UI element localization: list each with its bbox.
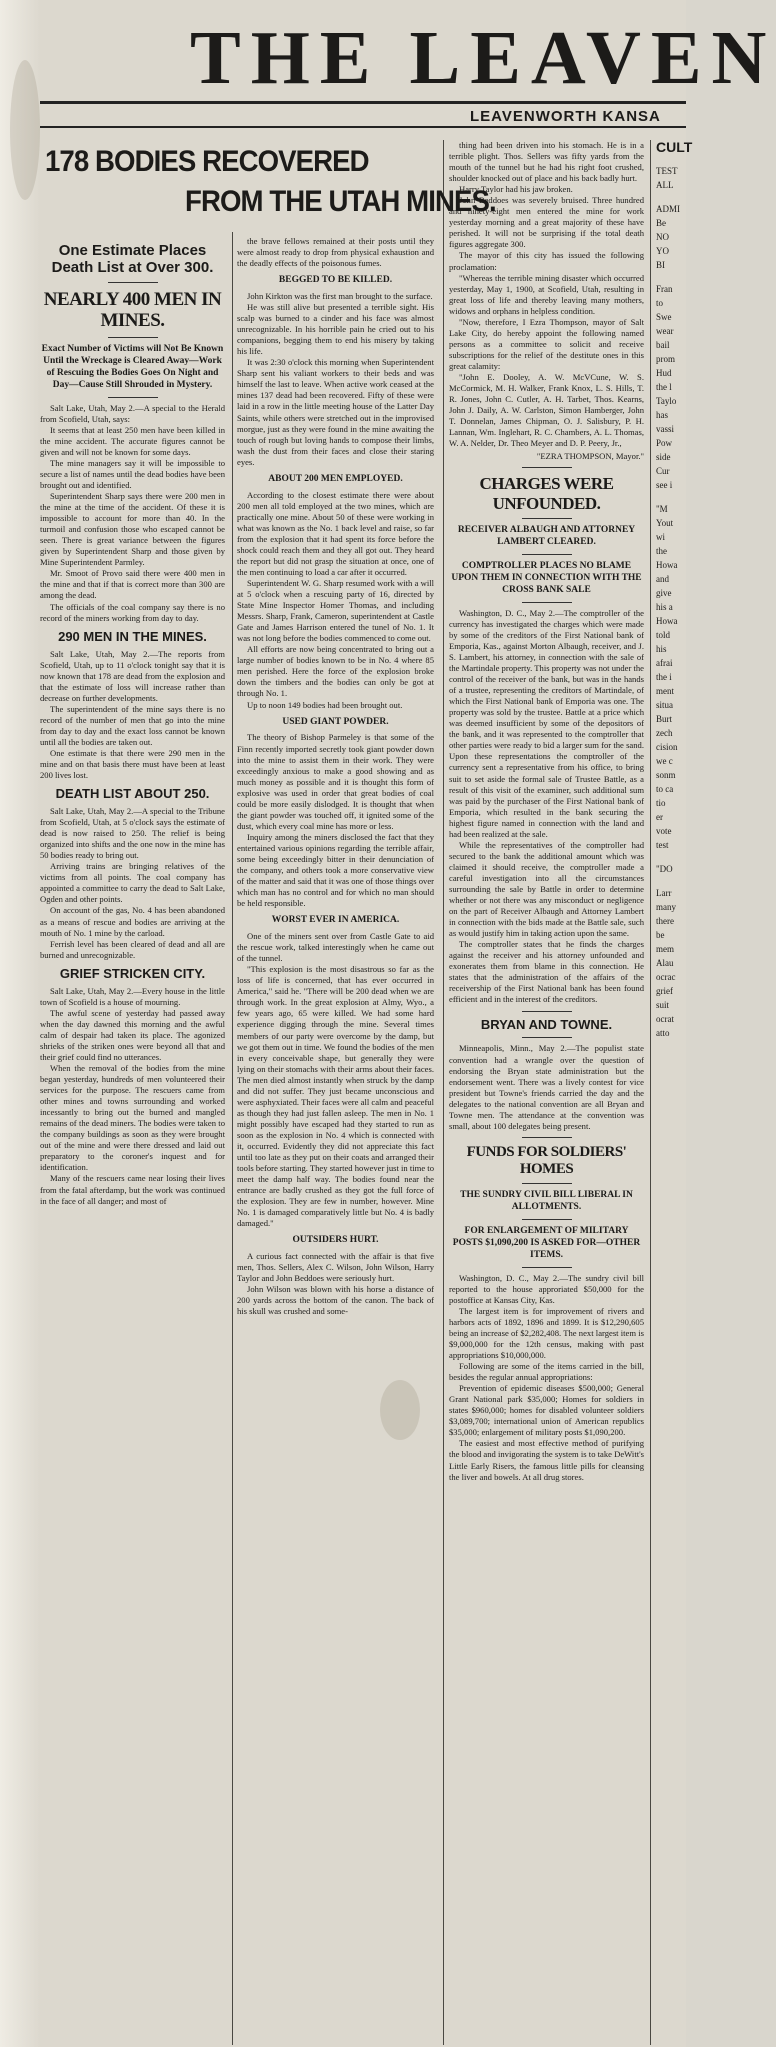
divider: [522, 1183, 572, 1184]
paragraph: John Kirkton was the first man brought to the surface.: [247, 291, 433, 302]
column-rule-2: [443, 140, 444, 2045]
paragraph: Salt Lake, Utah, May 2.—A special to the Tribune from Scofield, Utah, at 5 o'clock says the estimate of dead is now raised to 250. The relief is being organized into shifts and the one now in the mine has 50 bodies ready to bring out.: [40, 806, 225, 861]
fragment-line: give: [656, 588, 672, 598]
column-1: [40, 236, 225, 2045]
fragment-line: Alau: [656, 958, 674, 968]
column-rule-3: [650, 140, 651, 2045]
headline: One Estimate Places Death List at Over 300.: [51, 242, 214, 277]
paragraph: Many of the rescuers came near losing their lives from the fatal afterdamp, but the work was continued in the face of all danger; and most of: [40, 1173, 225, 1206]
fragment-line: see i: [656, 480, 673, 490]
paragraph: On account of the gas, No. 4 has been abandoned as a means of rescue and bodies are arriving at the mouth of No. 1 mine by the carload.: [40, 905, 225, 938]
banner-headline: [40, 145, 496, 227]
fragment-line: Howa: [656, 616, 678, 626]
fragment-line: has: [656, 410, 668, 420]
divider: [522, 518, 572, 519]
fragment-line: be: [656, 930, 665, 940]
subhead: ABOUT 200 MEN EMPLOYED.: [268, 473, 403, 484]
divider: [522, 1137, 572, 1138]
fragment-line: ocrac: [656, 972, 676, 982]
paragraph: "This explosion is the most disastrous so far as the loss of life is concerned, that has ever occurred in America," said he. "There will be 200 dead when we are through work. In the great explosion at Almy, Wyo., a few years ago, 65 were killed. We had some hard experience digging through the mine. Several times members of our party were overcome by the damp, but we got them out in time. We found the bodies of the men in every conceivable shape, but generally they were lying on their stomachs with their arms about their faces. The men died almost instantly when struck by the damp and did not suffer. They just became unconscious and were asphyxiated. Their faces were all calm and peaceful as though they had just fallen asleep. The men in No. 1 might possibly have escaped had they started to run as soon as the explosion in No. 4 which is connected with it, occurred. Evidently they did not appreciate this fact until too late as they put on their coats and arranged their tools before starting. They started however just in time to meet the damp half way. The bodies found near the entrance are badly crushed as they got the full force of the explosion. They are few in number, however. Mine No. 1 is damaged comparatively little but No. 4 is badly damaged.": [237, 964, 434, 1229]
paragraph: A curious fact connected with the affair is that five men, Thos. Sellers, Alex C. Wilson, John Wilson, Harry Taylor and John Beddoes were seriously hurt.: [237, 1251, 434, 1284]
fragment-line: [656, 192, 686, 202]
divider: [108, 337, 158, 338]
fragment-line: to: [656, 298, 664, 308]
fragment-line: wi: [656, 532, 665, 542]
fragment-line: Larr: [656, 888, 672, 898]
fragment-line: YO: [656, 246, 669, 256]
paragraph: thing had been driven into his stomach. He is in a terrible plight. Thos. Sellers was fifty yards from the mouth of the tunnel but he had his right foot crushed, shoulder knocked out of place and his back badly hurt.: [449, 140, 644, 184]
fragment-line: situa: [656, 700, 673, 710]
fragment-line: NO: [656, 232, 669, 242]
paper-stain: [10, 60, 40, 200]
fragment-line: Taylo: [656, 396, 677, 406]
paragraph: Harry Taylor had his jaw broken.: [459, 184, 573, 195]
fragment-line: TEST: [656, 166, 678, 176]
fragment-line: Cur: [656, 466, 670, 476]
fragment-line: there: [656, 916, 674, 926]
fragment-line: tio: [656, 798, 666, 808]
headline: DEATH LIST ABOUT 250.: [55, 786, 210, 802]
subhead: WORST EVER IN AMERICA.: [271, 915, 400, 926]
paragraph: Up to noon 149 bodies had been brought out.: [247, 699, 403, 710]
paragraph: The officials of the coal company say there is no record of the miners working from day to day.: [40, 601, 225, 623]
paragraph: The largest item is for improvement of rivers and harbors acts of 1892, 1896 and 1899. It is $12,290,605 being an increase of $2,282,408. The next largest item is $9,000,000 for the 12th census, making with past appropriations $10,000,000.: [449, 1305, 644, 1361]
paragraph: Washington, D. C., May 2.—The sundry civil bill reported to the house approriated $50,000 for the postoffice at Kansas City, Kas.: [449, 1272, 644, 1305]
masthead-title: THE LEAVEN: [190, 16, 776, 100]
headline: FUNDS FOR SOLDIERS' HOMES: [466, 1143, 627, 1178]
fragment-line: [656, 154, 686, 164]
column-4-fragments: [656, 139, 693, 2045]
paragraph: Following are some of the items carried in the bill, besides the regular annual appropriations:: [449, 1361, 644, 1383]
paragraph: Minneapolis, Minn., May 2.—The populist state convention had a wrangle over the question of endorsing the Bryan state administration but the endorsement went. There was a lively contest for vice president but Towne's friends carried the day and the delegates to the national convention are all Bryan and Towne men. The attendance at the convention was small, about 100 delegates being present.: [449, 1043, 644, 1131]
deck: THE SUNDRY CIVIL BILL LIBERAL IN ALLOTMENTS.: [460, 1190, 633, 1213]
paragraph: Inquiry among the miners disclosed the fact that they entertained various opinions regarding the terrible affair, some being exceedingly bitter in their denunciation of the company, and others took a more conservative view of the matter and said that it was one of those things over which man has no control and for which no man should be held responsible.: [237, 831, 434, 909]
fragment-line: his a: [656, 602, 673, 612]
paragraph: "John E. Dooley, A. W. McVCune, W. S. McCormick, M. H. Walker, Frank Knox, L. S. Hills, T. R. Jones, John C. Cutler, A. H. Tarbet, Thos. Kearns, John J. Daily, A. W. Carlston, Simon Hamberger, John T. Donnelan, James Chipman, O. J. Salisbury, P. H. Lannan, Wm. Inglehart, R. C. Chambers, A. L. Thomas, W. A. Nelder, Dr. Theo Meyer and D. P. Peery, Jr.,: [449, 371, 644, 449]
paragraph: When the removal of the bodies from the mine began yesterday, hundreds of men volunteered their services for the purpose. The rescuers came from other mines and towns surrounding and worked incessantly to bring out the burned and mangled remains of the dead miners. The bodies were taken to the company buildings as soon as they were brought out of the mine and were there dressed and laid out preparatory to the coroner's inquest and for identification.: [40, 1062, 225, 1173]
divider: [522, 1219, 572, 1220]
headline: GRIEF STRICKEN CITY.: [59, 965, 206, 981]
divider: [522, 1011, 572, 1012]
fragment-line: prom: [656, 354, 675, 364]
paragraph: Mr. Smoot of Provo said there were 400 men in the mine and that if that is correct more than 300 are among the dead.: [40, 568, 225, 601]
fragment-line: Hud: [656, 368, 672, 378]
headline: CHARGES WERE UNFOUNDED.: [479, 474, 614, 513]
fragment-line: test: [656, 840, 669, 850]
fragment-line: to ca: [656, 784, 674, 794]
deck: Exact Number of Victims will Not Be Known Until the Wreckage is Cleared Away—Work of Rescuing the Bodies Goes On Night and Day—Cause Still Shrouded in Mystery.: [41, 344, 224, 390]
fragment-line: ADMI: [656, 204, 680, 214]
divider: [522, 467, 572, 468]
headline: BRYAN AND TOWNE.: [480, 1016, 613, 1032]
fragment-line: told: [656, 630, 671, 640]
paragraph: "Now, therefore, I Ezra Thompson, mayor of Salt Lake City, do hereby appoint the following named persons as a committee to solicit and receive subscriptions for the relief of the destitute ones in this great calamity:: [449, 316, 644, 371]
fragment-line: many: [656, 902, 676, 912]
fragment-line: we c: [656, 756, 673, 766]
fragment-line: side: [656, 452, 671, 462]
fragment-line: "M: [656, 504, 668, 514]
paragraph: the brave fellows remained at their posts until they were almost ready to drop from physical exhaustion and the deadly effects of the poisonous fumes.: [237, 236, 434, 269]
paragraph: He was still alive but presented a terrible sight. His scalp was burned to a cinder and his face was almost unrecognizable. In his horrible pain he cried out to his companions, begging them to end his misery by taking his life.: [237, 302, 434, 357]
fragment-line: "DO: [656, 864, 673, 874]
paper-edge: [0, 0, 40, 2047]
deck: RECEIVER ALBAUGH AND ATTORNEY LAMBERT CLEARED.: [457, 525, 636, 548]
paragraph: "Whereas the terrible mining disaster which occurred yesterday, May 1, 1900, at Scofield, Utah, resulting in great loss of life and thereby leaving many mothers, widows and orphans in helpless condition.: [449, 272, 644, 316]
fragment-line: sonm: [656, 770, 676, 780]
fragment-line: bail: [656, 340, 670, 350]
paragraph: One estimate is that there were 290 men in the mine and on that basis there must have been at least 200 lives lost.: [40, 747, 225, 781]
fragment-line: [656, 876, 686, 886]
paragraph: John Beddoes was severely bruised. Three hundred and ninety-eight men entered the mine for work yesterday morning and a great majority of these have perished. It will not be surprising if the total death figures aggregate 300.: [449, 195, 644, 250]
fragment-line: Fran: [656, 284, 673, 294]
fragment-line: suit: [656, 1000, 670, 1010]
column-3: [449, 140, 644, 2045]
fragment-line: [656, 852, 686, 862]
fragment-line: [656, 272, 686, 282]
paragraph: Superintendent W. G. Sharp resumed work with a will at 5 o'clock when a rescuing party of 16, directed by State Mine Inspector Homer Thomas, and including Messrs. Sharp, Frank, Cameron, superintendent at Castle Gate and James Harrison entered the tunel of No. 1. It was not long before the bodies commenced to come out.: [237, 578, 434, 644]
fragment-line: Burt: [656, 714, 673, 724]
fragment-line: ALL: [656, 180, 674, 190]
paragraph: The mayor of this city has issued the following proclamation:: [449, 250, 644, 272]
paper-stain: [380, 1380, 420, 1440]
paragraph: The easiest and most effective method of purifying the blood and invigorating the system is to take DeWitt's Little Early Risers, the famous little pills for cleansing the liver and bowels. At all drug stores.: [449, 1438, 644, 1482]
fragment-line: the l: [656, 382, 672, 392]
paragraph: Salt Lake, Utah, May 2.—A special to the Herald from Scofield, Utah, says:: [40, 402, 225, 424]
fragment-line: his: [656, 644, 667, 654]
divider: [522, 1267, 572, 1268]
masthead-rule-bottom: [40, 126, 686, 128]
fragment-line: [656, 492, 686, 502]
fragment-line: wear: [656, 326, 674, 336]
banner-line-1: 178 BODIES RECOVERED: [45, 145, 369, 178]
divider: [522, 1037, 572, 1038]
paragraph: It was 2:30 o'clock this morning when Superintendent Sharp sent his valiant workers to their beds and was himself the last to leave. When active work ceased at the mines 137 dead had been recovered. Fifty of these were laid in a row in the little meeting house of the Latter Day Saints, while others were stretched out in the improvised morgue, just as they were found in the mine awaiting the touch of rough but loving hands to compose their limbs, wash the dust from their faces and close their staring eyes.: [237, 357, 434, 467]
fragment-line: CULT: [656, 139, 693, 155]
paragraph: All efforts are now being concentrated to bring out a large number of bodies known to be in No. 4 where 85 men perished. Here the force of the explosion broke down the timbers and the bodies can only be got at through No. 1.: [237, 644, 434, 699]
fragment-line: the: [656, 546, 667, 556]
masthead-place: LEAVENWORTH KANSA: [470, 108, 661, 125]
headline: NEARLY 400 MEN IN MINES.: [43, 288, 222, 332]
fragment-line: Be: [656, 218, 666, 228]
subhead: OUTSIDERS HURT.: [292, 1235, 379, 1246]
fragment-line: Howa: [656, 560, 678, 570]
fragment-line: cision: [656, 742, 678, 752]
paragraph: According to the closest estimate there were about 200 men all told employed at the two mines, which are practically one mine. About 50 of these were working in what was known as the No. 1 back level and raise, so far from the explosion that it had spent its force before the shock could reach them and they all got out. They heard the report but did not grasp the situation at once, one of the men continuing to load a car after it occurred.: [237, 489, 434, 577]
fragment-line: afrai: [656, 658, 673, 668]
paragraph: Arriving trains are bringing relatives of the victims from all points. The coal company has appointed a committee to carry the dead to Salt Lake, Ogden and other points.: [40, 861, 225, 905]
signature-line: "EZRA THOMPSON, Mayor.": [536, 451, 644, 462]
paragraph: Prevention of epidemic diseases $500,000; General Grant National park $35,000; Homes for soldiers in states $960,000; homes for disabled volunteer soldiers $3,089,700; international union of American republics $35,000; enlargement of military posts $1,090,200.: [449, 1383, 644, 1438]
fragment-line: er: [656, 812, 663, 822]
fragment-line: zech: [656, 728, 673, 738]
paragraph: The superintendent of the mine says there is no record of the number of men that go into the mine from day to day and the exact loss cannot be known until all the bodies are taken out.: [40, 703, 225, 747]
fragment-line: BI: [656, 260, 665, 270]
divider: [522, 602, 572, 603]
divider: [108, 282, 158, 283]
paragraph: The awful scene of yesterday had passed away when the day dawned this morning and the awful calm of despair had taken its place. The agonized shrieks of the striken ones were beyond all that and their grief could find no utterances.: [40, 1007, 225, 1062]
paragraph: One of the miners sent over from Castle Gate to aid the rescue work, talked interestingly when he came out of the tunnel.: [237, 931, 434, 964]
paragraph: John Wilson was blown with his horse a distance of 200 yards across the bottom of the canon. The back of his skull was crushed and some-: [237, 1284, 434, 1317]
fragment-line: Swe: [656, 312, 672, 322]
fragment-line: Pow: [656, 438, 673, 448]
column-rule-1: [232, 232, 233, 2045]
deck: COMPTROLLER PLACES NO BLAME UPON THEM IN CONNECTION WITH THE CROSS BANK SALE: [451, 561, 642, 595]
fragment-line: grief: [656, 986, 673, 996]
paragraph: The comptroller states that he finds the charges against the receiver and his attorney unfounded and exonerates them from blame in this connection. He states that the administration of the affairs of the receivership of the First National bank has been found efficient and in the interest of the creditors.: [449, 939, 644, 1005]
fragment-line: Yout: [656, 518, 674, 528]
fragment-line: vassi: [656, 424, 674, 434]
divider: [108, 397, 158, 398]
banner-line-2: FROM THE UTAH MINES.: [185, 185, 496, 218]
masthead-rule-top: [40, 101, 686, 104]
deck: FOR ENLARGEMENT OF MILITARY POSTS $1,090,200 IS ASKED FOR—OTHER ITEMS.: [452, 1226, 641, 1260]
divider: [522, 554, 572, 555]
paragraph: Washington, D. C., May 2.—The comptroller of the currency has investigated the charges which were made by some of the creditors of the First National bank of Emporia, Kas., against Morton Albaugh, receiver, and J. S. Lambert, his attorney, in connection with the sale of the Martindale property. This property was not under the control of the receiver of the bank, but was in the hands of a trustee, representing the creditors of Martindale, of which the First National bank of Emporia was one. The property was sold by the trustee. Battle at a price which was deemed insufficient by some of the depositors of the bank, and it was represented to the comptroller that other parties were ready to bid a larger sum for the sand. Upon these representations the comptroller of the currency sent a representative from his office, to bring suit to set aside the formal sale of Trustee Battle, as a result of this visit of the examiner, such additional sum was paid by the purchaser of the First National bank of Emporia, which resulted in the bank securing the highest figure named in connection with the land and had been realized at the sale.: [449, 607, 644, 839]
column-2: [237, 236, 434, 2045]
fragment-line: mem: [656, 944, 674, 954]
fragment-line: ment: [656, 686, 674, 696]
fragment-line: and: [656, 574, 669, 584]
subhead: BEGGED TO BE KILLED.: [278, 275, 393, 286]
paragraph: It seems that at least 250 men have been killed in the mine accident. The accurate figures cannot be given and will not be known for some days.: [40, 424, 225, 457]
fragment-line: the i: [656, 672, 672, 682]
paragraph: The mine managers say it will be impossible to secure a list of names until the dead bodies have been brought out and identified.: [40, 457, 225, 491]
fragment-line: vote: [656, 826, 672, 836]
paragraph: Salt Lake, Utah, May 2.—Every house in the little town of Scofield is a house of mourning.: [40, 985, 225, 1007]
paragraph: Salt Lake, Utah, May 2.—The reports from Scofield, Utah, up to 11 o'clock tonight say that it is now known that 178 are dead from the explosion and that the estimate of loss will increase rather than decrease on further developments.: [40, 648, 225, 703]
paragraph: Ferrish level has been cleared of dead and all are burned and unrecognizable.: [40, 938, 225, 960]
paragraph: Superintendent Sharp says there were 200 men in the mine at the time of the accident. Of these it is impossible to account for more than 40. In the turmoil and confusion those who escaped cannot be seen. There is great variance between the figures given by Superintendent Sharp and those given by Mine Superintendent Parmley.: [40, 491, 225, 568]
fragment-line: ocrat: [656, 1014, 674, 1024]
paragraph: The theory of Bishop Parmeley is that some of the Finn recently imported secretly took giant powder down into the mine to assist them in their work. They were exceedingly anxious to make a good showing and as much money as possible and it is thought this form of explosive was used in order that great bodies of coal could be more easily dislodged. It is thought that when the giant powder was touched off, it ignited some of the dust, which every coal mine has more or less.: [237, 732, 434, 831]
fragment-line: atto: [656, 1028, 670, 1038]
paragraph: While the representatives of the comptroller had secured to the bank the additional amount which was claimed it should receive, the comptroller made a careful investigation into all the circumstances surrounding the sale by Battle in order to determine whether or not there was any misconduct or negligence on the part of Receiver Albaugh and Attorney Lambert in connection with the bids made at the Battle sale, such as would justify him in taking action upon the same.: [449, 839, 644, 939]
headline: 290 MEN IN THE MINES.: [58, 628, 207, 644]
subhead: USED GIANT POWDER.: [282, 716, 389, 727]
